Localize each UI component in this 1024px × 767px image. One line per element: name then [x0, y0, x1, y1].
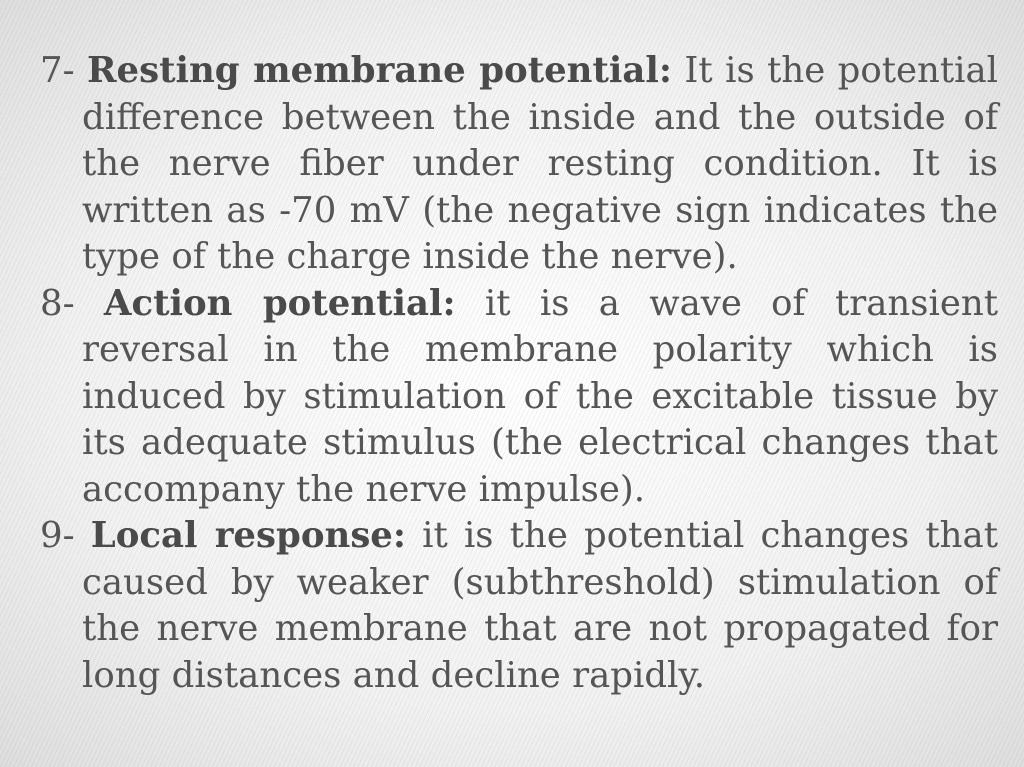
item-term: Resting membrane potential: [87, 50, 672, 91]
item-text: It is the potential difference between the inside and the outside of the nerve fiber under resting condition. It is written as -70 mV (the negative sign indicates the type of the charge inside the nerve). [82, 50, 999, 277]
item-term: Local response: [90, 515, 406, 556]
item-number: 7- [40, 50, 87, 91]
item-number: 9- [40, 515, 91, 556]
item-text: it is the potential changes that caused by weaker (subthreshold) stimulation of the nerve membrane that are not propagated for long distances and decline rapidly. [82, 515, 998, 696]
definition-item-action-potential [40, 281, 998, 514]
definition-item-resting-membrane-potential [40, 48, 998, 281]
item-text: it is a wave of transient reversal in the membrane polarity which is induced by stimulation of the excitable tissue by its adequate stimulus (the electrical changes that accompany the nerve impulse). [82, 282, 998, 510]
definition-item-local-response [40, 513, 998, 699]
definitions-list [40, 48, 998, 699]
item-term: Action potential: [103, 282, 456, 324]
item-number: 8- [40, 282, 104, 324]
